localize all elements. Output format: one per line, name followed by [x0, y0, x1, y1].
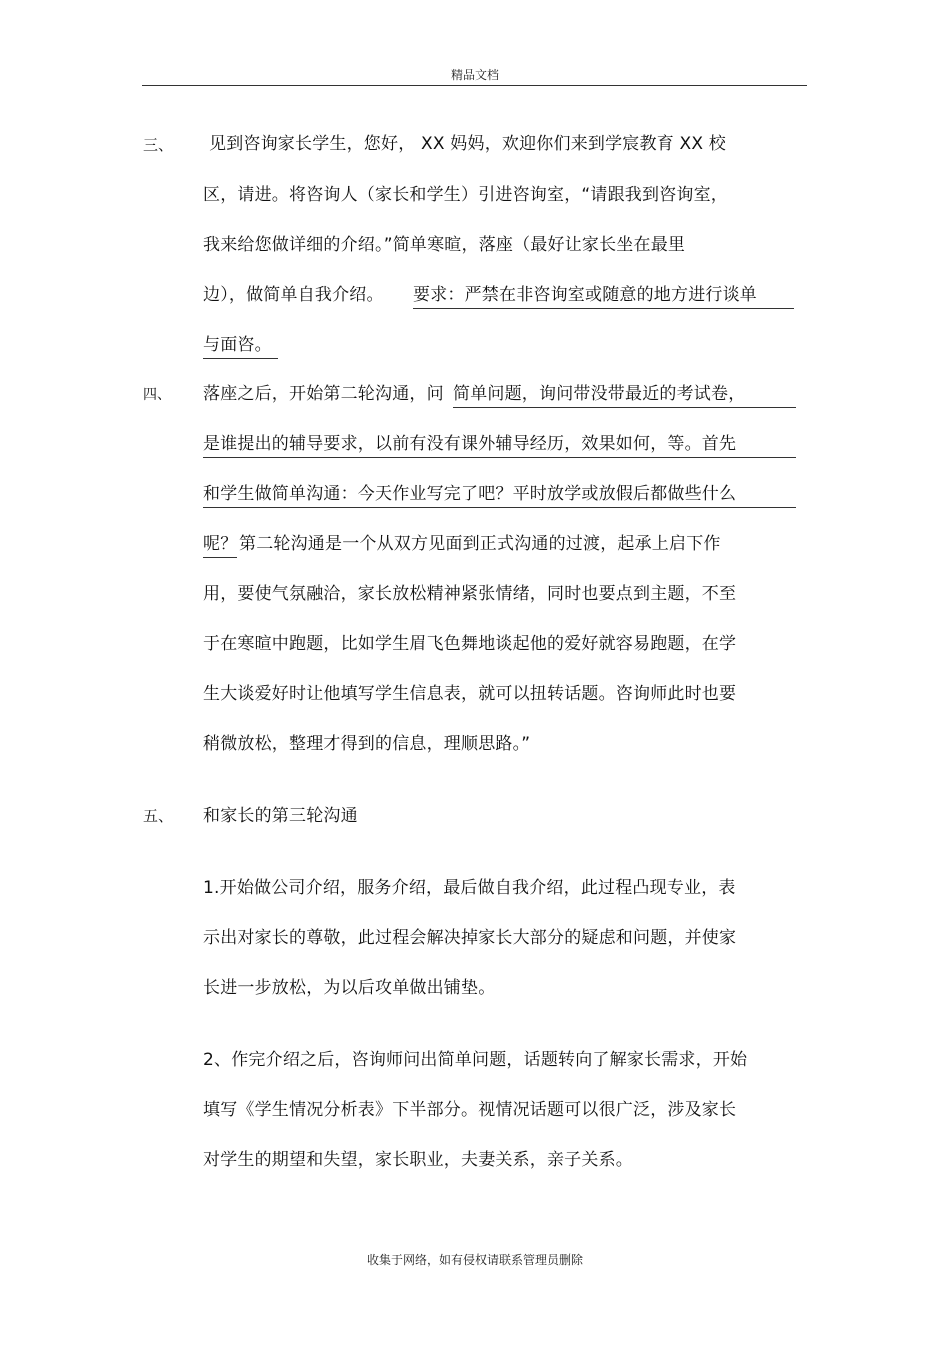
section-number: 四、	[143, 387, 171, 403]
body-line: 见到咨询家长学生，您好， XX 妈妈，欢迎你们来到学宸教育 XX 校	[209, 134, 726, 154]
underlined-line: 和学生做简单沟通：今天作业写完了吧？平时放学或放假后都做些什么	[203, 483, 796, 508]
page-footer: 收集于网络，如有侵权请联系管理员删除	[366, 1253, 583, 1267]
underlined-line: 呢？	[203, 533, 237, 558]
body-line: 稍微放松，整理才得到的信息，理顺思路。”	[203, 734, 531, 754]
underlined-requirement: 要求：严禁在非咨询室或随意的地方进行谈单	[413, 284, 794, 309]
header-text: 精品文档	[450, 68, 499, 82]
body-line: 示出对家长的尊敬，此过程会解决掉家长大部分的疑虑和问题，并使家	[203, 928, 737, 948]
body-line: 第二轮沟通是一个从双方见面到正式沟通的过渡，起承上启下作	[239, 534, 721, 554]
body-line: 1.开始做公司介绍，服务介绍，最后做自我介绍，此过程凸现专业，表	[203, 878, 736, 898]
underlined-requirement: 与面咨。	[203, 334, 278, 359]
body-line: 长进一步放松，为以后攻单做出铺垫。	[203, 978, 496, 998]
body-line: 于在寒暄中跑题，比如学生眉飞色舞地谈起他的爱好就容易跑题，在学	[203, 634, 737, 654]
section-title: 和家长的第三轮沟通	[203, 806, 358, 826]
body-line: 填写《学生情况分析表》下半部分。视情况话题可以很广泛，涉及家长	[203, 1100, 737, 1120]
underlined-line: 是谁提出的辅导要求，以前有没有课外辅导经历，效果如何，等。首先	[203, 433, 796, 458]
body-line: 生大谈爱好时让他填写学生信息表，就可以扭转话题。咨询师此时也要	[203, 684, 737, 704]
section-number: 三、	[143, 136, 174, 154]
body-line: 用，要使气氛融洽，家长放松精神紧张情绪，同时也要点到主题，不至	[203, 584, 737, 604]
body-line: 边），做简单自我介绍。	[203, 285, 384, 305]
body-line: 2、作完介绍之后，咨询师问出简单问题，话题转向了解家长需求，开始	[203, 1050, 748, 1070]
header-rule	[142, 85, 807, 86]
section-number: 五、	[143, 807, 174, 825]
body-line: 落座之后，开始第二轮沟通，问	[203, 384, 444, 404]
underlined-line: 简单问题，询问带没带最近的考试卷，	[453, 383, 796, 408]
body-line: 我来给您做详细的介绍。”简单寒暄，落座（最好让家长坐在最里	[203, 235, 686, 255]
body-line: 区，请进。将咨询人（家长和学生）引进咨询室，“请跟我到咨询室，	[203, 185, 729, 205]
body-line: 对学生的期望和失望，家长职业，夫妻关系，亲子关系。	[203, 1150, 633, 1170]
